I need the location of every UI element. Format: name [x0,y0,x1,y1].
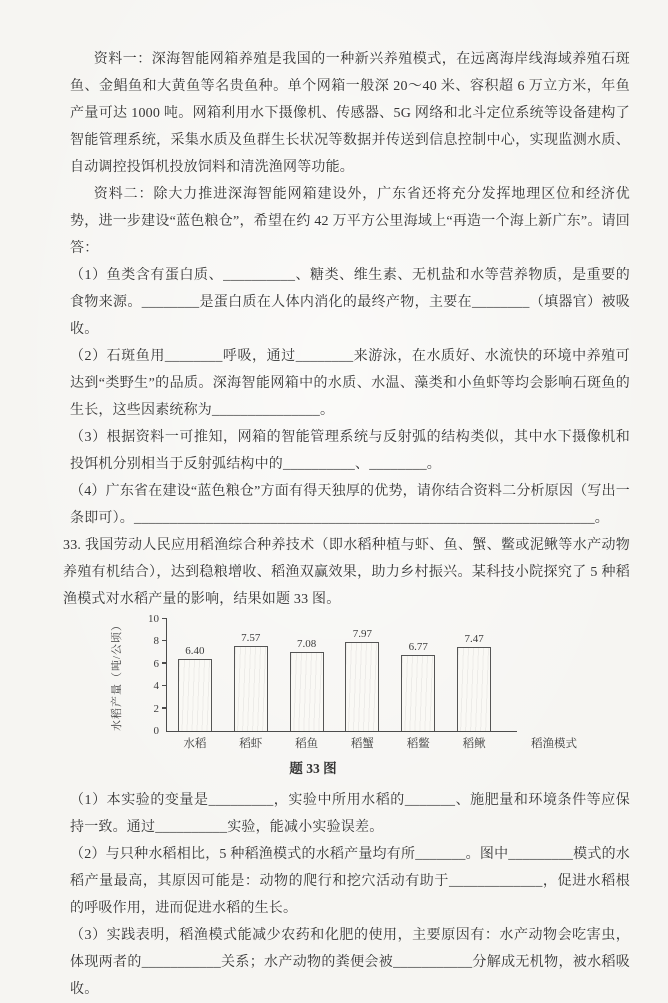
bar-稻鳖 [401,655,435,731]
y-tick-mark [162,685,167,686]
bar-水稻 [178,659,212,731]
question-33-3: （3）实践表明，稻渔模式能减少农药和化肥的使用，主要原因有：水产动物会吃害虫，体现两者的___________关系；水产动物的粪便会被___________分解成无机物，被水稻吸收。 [70,928,630,997]
bar-chart-figure [110,613,610,777]
x-tick-label: 水稻 [183,738,207,750]
bar-value-label: 6.77 [408,641,428,654]
question-32-4: （4）广东省在建设“蓝色粮仓”方面有得天独厚的优势，请你结合资料二分析原因（写出一条即可）。________________________________________________________________。 [70,484,630,526]
y-tick-label: 4 [153,680,159,693]
y-tick-label: 6 [153,657,159,670]
question-32-2: （2）石斑鱼用________呼吸，通过________来游泳，在水质好、水流快的环境中养殖可达到“类野生”的品质。深海智能网箱中的水质、水温、藻类和小鱼虾等均会影响石斑鱼的生长，这些因素统称为_______________。 [70,349,630,418]
x-axis-label: 稻渔模式 [531,738,577,750]
bar-value-label: 7.97 [352,627,373,640]
chart-plot [111,613,577,750]
x-tick-label: 稻鳖 [406,738,430,750]
bar-稻鳅 [457,647,491,731]
y-tick-mark [162,662,167,663]
x-tick-label: 稻蟹 [350,738,374,750]
x-tick-label: 稻鳅 [462,738,486,750]
question-32-1: （1）鱼类含有蛋白质、__________、糖类、维生素、无机盐和水等营养物质，是重要的食物来源。________是蛋白质在人体内消化的最终产物，主要在________（填器官）被吸收。 [70,268,630,337]
question-33-1: （1）本实验的变量是_________，实验中所用水稻的_______、施肥量和环境条件等应保持一致。通过__________实验，能减小实验误差。 [70,793,630,835]
chart-caption: 题 33 图 [289,761,337,776]
y-tick-label: 8 [153,635,159,648]
material2-paragraph: 资料二：除大力推进深海智能网箱建设外，广东省还将充分发挥地理区位和经济优势，进一步建设“蓝色粮仓”，希望在约 42 万平方公里海域上“再造一个海上新广东”。请回答： [70,187,630,256]
question-33-intro: 33. 我国劳动人民应用稻渔综合种养技术（即水稻种植与虾、鱼、蟹、鳖或泥鳅等水产动物养殖有机结合），达到稳粮增收、稻渔双赢效果，助力乡村振兴。某科技小院探究了 5 种稻渔模式对水稻产量的影响，结果如题 33 图。 [63,538,630,607]
bar-稻蟹 [345,642,379,731]
y-tick-label: 2 [153,702,159,715]
y-axis-label: 水稻产量（吨/公顷） [111,618,123,732]
material1-paragraph: 资料一：深海智能网箱养殖是我国的一种新兴养殖模式，在远离海岸线海域养殖石斑鱼、金鲳鱼和大黄鱼等名贵鱼种。单个网箱一般深 20～40 米、容积超 6 万立方米，年鱼产量可达 1000 吨。网箱利用水下摄像机、传感器、5G 网络和北斗定位系统等设备建构了智能管理系统，采集水质及鱼群生长状况等数据并传送到信息控制中心，实现监测水质、自动调控投饵机投放饲料和清洗渔网等功能。 [70,52,630,175]
y-tick-mark [162,707,167,708]
y-tick-mark [162,618,167,619]
question-33-2: （2）与只种水稻相比，5 种稻渔模式的水稻产量均有所_______。图中_________模式的水稻产量最高，其原因可能是：动物的爬行和挖穴活动有助于_____________，促进水稻根的呼吸作用，进而促进水稻的生长。 [70,847,630,916]
bar-稻鱼 [290,652,324,731]
y-tick-mark [162,640,167,641]
bar-value-label: 6.40 [185,645,205,658]
y-tick-label: 0 [153,725,159,737]
x-tick-label: 稻鱼 [295,738,319,750]
bar-value-label: 7.08 [296,637,317,650]
y-tick-label: 10 [148,613,159,625]
question-32-3: （3）根据资料一可推知，网箱的智能管理系统与反射弧的结构类似，其中水下摄像机和投饵机分别相当于反射弧结构中的__________、________。 [70,430,630,472]
bar-value-label: 7.47 [464,633,484,646]
bar-稻虾 [234,646,268,731]
x-tick-label: 稻虾 [239,738,263,750]
bar-value-label: 7.57 [241,632,261,645]
